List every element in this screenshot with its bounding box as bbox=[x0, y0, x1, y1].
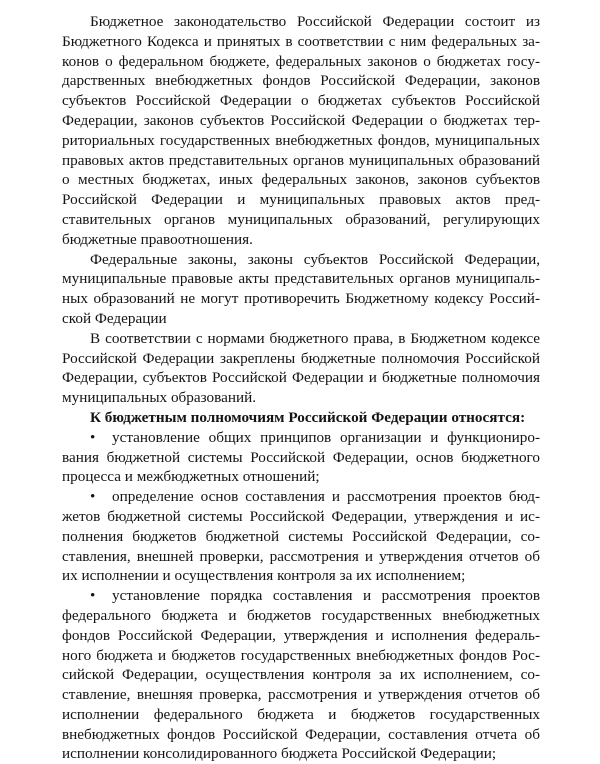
bullet-icon: • bbox=[90, 587, 96, 605]
list-item bbox=[62, 428, 540, 487]
list-item bbox=[62, 586, 540, 764]
bullet-icon: • bbox=[90, 488, 96, 506]
list-item-text: установление общих принципов организации и функционирования бюджетной системы Российской Федерации, основ бюджетного процесса и межбюджетных отношений; bbox=[62, 428, 540, 486]
paragraph-federal-laws: Федеральные законы, законы субъектов Российской Федерации, муниципальные правовые акты представительных органов муниципальных образований не могут противоречить Бюджетному кодексу Российской Федерации bbox=[62, 250, 540, 327]
paragraph-budget-powers: В соответствии с нормами бюджетного права, в Бюджетном кодексе Российской Федерации закреплены бюджетные полномочия Российской Федерации, субъектов Российской Федерации и бюджетные полномочия муниципальных образований. bbox=[62, 329, 540, 407]
bullet-icon: • bbox=[90, 428, 96, 446]
list-item-text: определение основ составления и рассмотрения проектов бюджетов бюджетной системы Российской Федерации, утверждения и исполнения бюджетов бюджетной системы Российской Федерации, составления, внешней проверки, рассмотрения и утверждения отчетов об их исполнении и осуществления контроля за их исполнением; bbox=[62, 488, 540, 585]
list-item-text: установление порядка составления и рассмотрения проектов федерального бюджета и бюджетов государственных внебюджетных фондов Российской Федерации, утверждения и исполнения федерального бюджета и бюджетов государственных внебюджетных фондов Российской Федерации, осуществления контроля за их исполнением, составление, внешняя проверка, рассмотрения и утверждения отчетов об исполнении федерального бюджета и бюджетов государственных внебюджетных фондов Российской Федерации, составления отчета об исполнении консолидированного бюджета Российской Федерации; bbox=[62, 587, 540, 763]
document-page bbox=[62, 12, 540, 764]
section-heading: К бюджетным полномочиям Российской Федерации относятся: bbox=[90, 408, 526, 426]
list-item bbox=[62, 487, 540, 586]
paragraph-budget-legislation: Бюджетное законодательство Российской Федерации состоит из Бюджетного Кодекса и принятых в соответствии с ним федеральных законов о федеральном бюджете, федеральных законов о бюджетах государственных внебюджетных фондов Российской Федерации, законов субъектов Российской Федерации о бюджетах субъектов Российской Федерации, законов субъектов Российской Федерации о бюджетах территориальных государственных внебюджетных фондов, муниципальных правовых актов представительных органов муниципальных образований о местных бюджетах, иных федеральных законов, законов субъектов Российской Федерации и муниципальных правовых актов представительных органов муниципальных образований, регулирующих бюджетные правоотношения. bbox=[62, 13, 540, 248]
